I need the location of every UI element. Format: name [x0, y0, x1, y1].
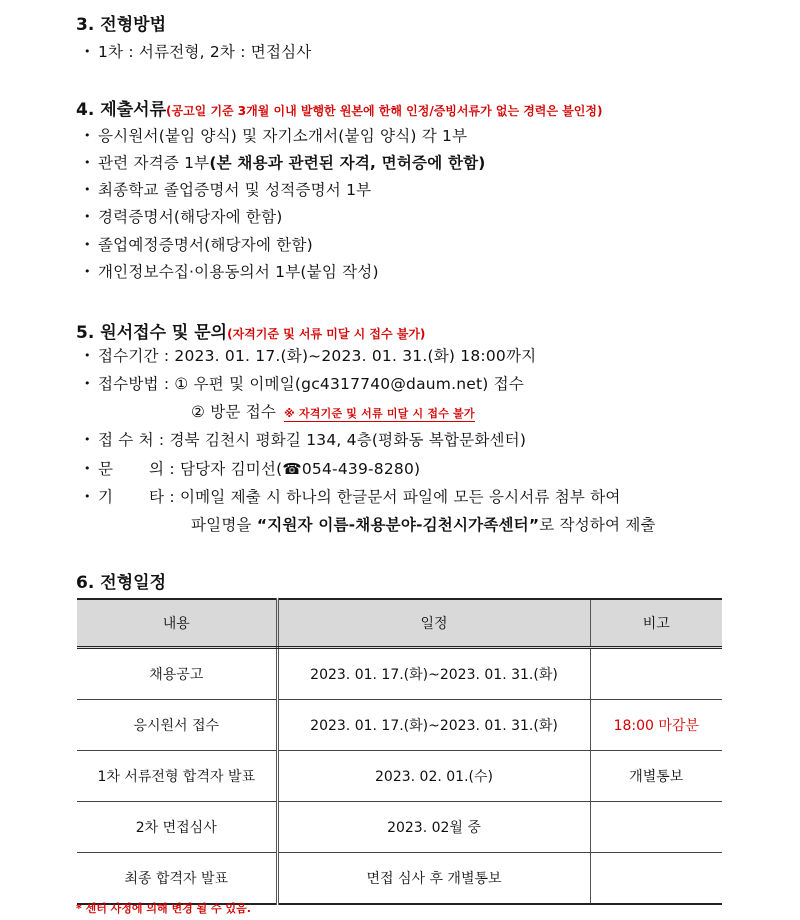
list-item-text: 최종학교 졸업증명서 및 성적증명서 1부: [98, 181, 372, 199]
footnote: * 센터 사정에 의해 변경 될 수 있음.: [76, 902, 251, 915]
table-cell: [590, 802, 722, 853]
list-item-text: 응시원서(붙임 양식) 및 자기소개서(붙임 양식) 각 1부: [98, 127, 468, 145]
field-label: 기 타 :: [98, 488, 175, 506]
list-item-etc: [84, 485, 621, 507]
list-item-text: 1차 : 서류전형, 2차 : 면접심사: [98, 43, 312, 61]
table-cell: 채용공고: [77, 648, 277, 700]
list-item-text: 경력증명서(해당자에 한함): [98, 208, 283, 226]
list-item: [84, 40, 311, 62]
method-continuation: [191, 400, 475, 422]
bullet-icon: •: [84, 433, 91, 446]
list-item-period: [84, 344, 536, 366]
list-item-place: [84, 428, 526, 450]
table-cell: 면접 심사 후 개별통보: [277, 853, 590, 905]
list-item-text: 졸업예정증명서(해당자에 한함): [98, 236, 313, 254]
list-item: [84, 233, 313, 255]
section-title: 제출서류: [100, 100, 166, 120]
list-item: [84, 178, 371, 200]
list-item: [84, 260, 379, 282]
bullet-icon: •: [84, 210, 91, 223]
section-title: 전형일정: [100, 573, 166, 593]
table-cell: 2023. 02. 01.(수): [277, 751, 590, 802]
field-label: 접수기간 :: [98, 347, 170, 365]
bullet-icon: •: [84, 129, 91, 142]
list-item-method: [84, 372, 524, 394]
section-5-heading: [76, 318, 425, 343]
table-row: [77, 648, 722, 700]
method-note: ※ 자격기준 및 서류 미달 시 접수 불가: [284, 407, 475, 420]
field-value: 2023. 01. 17.(화)~2023. 01. 31.(화) 18:00까지: [174, 347, 537, 365]
table-cell: 1차 서류전형 합격자 발표: [77, 751, 277, 802]
bullet-icon: •: [84, 183, 91, 196]
bullet-icon: •: [84, 462, 91, 475]
list-item: [84, 205, 283, 227]
list-item: [84, 151, 486, 173]
bullet-icon: •: [84, 45, 91, 58]
table-cell: 2023. 02월 중: [277, 802, 590, 853]
table-cell: 최종 합격자 발표: [77, 853, 277, 905]
list-item-emphasis: (본 채용과 관련된 자격, 면허증에 한함): [209, 154, 486, 172]
bullet-icon: •: [84, 265, 91, 278]
list-item-text: 개인정보수집·이용동의서 1부(붙임 작성): [98, 263, 379, 281]
table-header-row: [77, 599, 722, 648]
section-number: 4.: [76, 100, 95, 120]
field-value: ② 방문 접수: [191, 403, 277, 421]
column-header: 비고: [590, 599, 722, 648]
section-title: 전형방법: [100, 15, 166, 35]
field-value: ① 우편 및 이메일(gc4317740@daum.net) 접수: [174, 375, 524, 393]
table-cell: 2차 면접심사: [77, 802, 277, 853]
section-note: (자격기준 및 서류 미달 시 접수 불가): [227, 327, 426, 341]
table-cell: 2023. 01. 17.(화)~2023. 01. 31.(화): [277, 700, 590, 751]
field-label: 접수방법 :: [98, 375, 170, 393]
column-header: 일정: [277, 599, 590, 648]
section-title: 원서접수 및 문의: [100, 323, 228, 343]
schedule-table: [77, 598, 722, 905]
table-row: [77, 802, 722, 853]
table-cell: 개별통보: [590, 751, 722, 802]
field-label: 접 수 처 :: [98, 431, 165, 449]
table-row: [77, 700, 722, 751]
field-value: 이메일 제출 시 하나의 한글문서 파일에 모든 응시서류 첨부 하여: [179, 488, 621, 506]
section-6-heading: [76, 568, 166, 593]
table-cell: 응시원서 접수: [77, 700, 277, 751]
bullet-icon: •: [84, 238, 91, 251]
bullet-icon: •: [84, 377, 91, 390]
section-number: 6.: [76, 573, 95, 593]
section-number: 3.: [76, 15, 95, 35]
etc-continuation: [191, 513, 656, 535]
list-item: [84, 124, 467, 146]
section-3-heading: [76, 10, 166, 35]
table-row: [77, 853, 722, 905]
section-4-heading: [76, 95, 602, 120]
table-cell: [590, 648, 722, 700]
column-header: 내용: [77, 599, 277, 648]
table-cell: [590, 853, 722, 905]
bullet-icon: •: [84, 490, 91, 503]
list-item-contact: [84, 457, 420, 479]
field-value: 로 작성하여 제출: [539, 516, 656, 534]
field-value: 파일명을: [191, 516, 257, 534]
section-note: (공고일 기준 3개월 이내 발행한 원본에 한해 인정/증빙서류가 없는 경력은 불인정): [166, 104, 603, 118]
list-item-text: 관련 자격증 1부: [98, 154, 210, 172]
field-value: 경북 김천시 평화길 134, 4층(평화동 복합문화센터): [169, 431, 527, 449]
field-value: 담당자 김미선(☎054-439-8280): [179, 460, 421, 478]
bullet-icon: •: [84, 156, 91, 169]
table-cell-deadline: 18:00 마감분: [590, 700, 722, 751]
table-row: [77, 751, 722, 802]
filename-format: “지원자 이름-채용분야-김천시가족센터”: [256, 516, 540, 534]
bullet-icon: •: [84, 349, 91, 362]
section-number: 5.: [76, 323, 95, 343]
table-cell: 2023. 01. 17.(화)~2023. 01. 31.(화): [277, 648, 590, 700]
field-label: 문 의 :: [98, 460, 175, 478]
